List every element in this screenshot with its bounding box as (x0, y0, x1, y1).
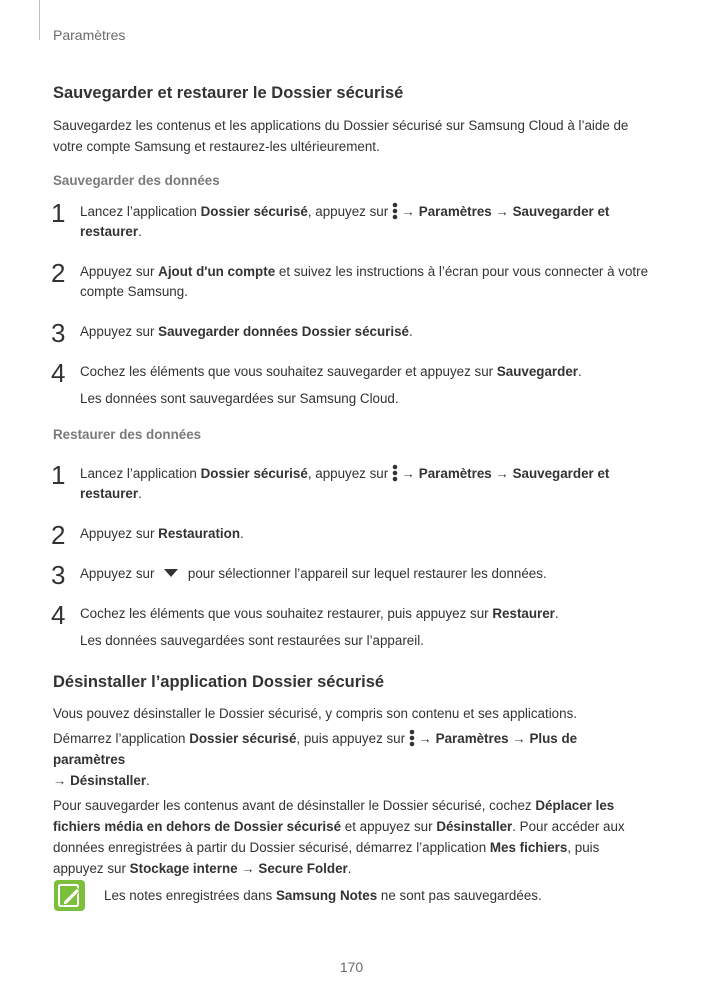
page-header: Paramètres (53, 27, 126, 43)
step-text: Lancez l’application (80, 466, 201, 481)
para-text: , puis appuyez sur (53, 840, 600, 876)
step-bold: Restauration (158, 526, 241, 541)
page-number: 170 (339, 959, 364, 975)
para-text: Pour sauvegarder les contenus avant de désinstaller le Dossier sécurisé, cochez (53, 798, 536, 813)
step-bold: Sauvegarder et restaurer (80, 204, 610, 239)
step-text: Appuyez sur (80, 324, 159, 339)
para-bold: Stockage interne (129, 861, 238, 876)
para-text: , puis appuyez sur (296, 731, 409, 746)
step-bold: Dossier sécurisé (200, 466, 308, 481)
step-text: , appuyez sur (307, 466, 392, 481)
step-text: . (554, 606, 559, 621)
step-text: . (240, 526, 244, 541)
restore-step-3 (51, 560, 653, 590)
section-title-backup-restore: Sauvegarder et restaurer le Dossier sécurisé (53, 84, 404, 102)
para-bold: Désinstaller (436, 819, 513, 834)
backup-step-2 (51, 258, 653, 302)
step-number: 3 (51, 318, 66, 348)
uninstall-paragraph-1: Vous pouvez désinstaller le Dossier sécurisé, y compris son contenu et ses applications. (53, 706, 577, 721)
step-bold: Sauvegarder et restaurer (80, 466, 610, 501)
subsection-title-backup: Sauvegarder des données (53, 173, 220, 188)
para-text: → (53, 773, 71, 788)
para-text: . (347, 861, 352, 876)
step-detail: Les données sont sauvegardées sur Samsung Cloud. (80, 391, 399, 406)
section-title-uninstall: Désinstaller l’application Dossier sécurisé (53, 673, 385, 691)
para-text: → (414, 731, 436, 746)
step-text: → (397, 204, 419, 219)
note-pencil-icon (53, 879, 86, 912)
para-text: → (237, 861, 259, 876)
step-text: Cochez les éléments que vous souhaitez restaurer, puis appuyez sur (80, 606, 493, 621)
step-number: 1 (51, 460, 66, 490)
para-bold: Secure Folder (258, 861, 348, 876)
uninstall-paragraph-3 (53, 795, 653, 879)
para-bold: Paramètres (435, 731, 509, 746)
para-text: Démarrez l’application (53, 731, 190, 746)
step-text: Appuyez sur (80, 526, 159, 541)
para-text: et appuyez sur (341, 819, 437, 834)
step-text: Lancez l’application (80, 204, 201, 219)
para-text: → (508, 731, 530, 746)
para-bold: Déplacer les fichiers média en dehors de Dossier sécurisé (53, 798, 615, 834)
restore-step-4 (51, 600, 653, 651)
para-bold: Plus de paramètres (53, 731, 578, 767)
note-text-part: ne sont pas sauvegardées. (377, 888, 542, 903)
step-text: pour sélectionner l’appareil sur lequel restaurer les données. (184, 566, 547, 581)
backup-step-3 (51, 318, 653, 348)
restore-step-1 (51, 460, 653, 504)
step-text: , appuyez sur (307, 204, 392, 219)
step-bold: Dossier sécurisé (200, 204, 308, 219)
header-rule (39, 0, 40, 40)
backup-step-1 (51, 198, 653, 242)
note-bold: Samsung Notes (275, 888, 378, 903)
backup-step-4 (51, 358, 653, 409)
step-number: 3 (51, 560, 66, 590)
step-text: → (397, 466, 419, 481)
step-bold: Restaurer (492, 606, 555, 621)
step-text: → (491, 204, 513, 219)
step-bold: Paramètres (418, 466, 492, 481)
para-text: . (146, 773, 150, 788)
step-number: 1 (51, 198, 66, 228)
step-bold: Ajout d'un compte (158, 264, 276, 279)
para-text: . Pour accéder aux données enregistrées à partir du Dossier sécurisé, démarrez l’application (53, 819, 625, 855)
step-text: et suivez les instructions à l’écran pour vous connecter à votre compte Samsung. (80, 264, 649, 299)
step-text: Appuyez sur (80, 264, 159, 279)
step-bold: Sauvegarder (496, 364, 578, 379)
step-text: . (577, 364, 582, 379)
para-bold: Désinstaller (70, 773, 147, 788)
restore-step-2 (51, 520, 653, 550)
step-bold: Sauvegarder données Dossier sécurisé (158, 324, 409, 339)
step-number: 4 (51, 358, 66, 388)
intro-paragraph: Sauvegardez les contenus et les applications du Dossier sécurisé sur Samsung Cloud à l’aide de votre compte Samsung et restaurez-les ultérieurement. (53, 118, 629, 154)
step-text: → (491, 466, 513, 481)
para-bold: Dossier sécurisé (189, 731, 297, 746)
step-number: 2 (51, 520, 66, 550)
step-bold: Paramètres (418, 204, 492, 219)
step-text: Cochez les éléments que vous souhaitez sauvegarder et appuyez sur (80, 364, 497, 379)
step-text: Appuyez sur (80, 566, 159, 581)
step-text: . (138, 486, 142, 501)
main-content (53, 80, 653, 879)
step-number: 2 (51, 258, 66, 288)
note-text-part: Les notes enregistrées dans (104, 888, 276, 903)
dropdown-arrow-icon (162, 567, 180, 579)
note-box (53, 877, 653, 915)
subsection-title-restore: Restaurer des données (53, 427, 202, 442)
step-detail: Les données sauvegardées sont restaurées sur l’appareil. (80, 633, 424, 648)
step-text: . (408, 324, 413, 339)
note-text (104, 886, 542, 906)
para-bold: Mes fichiers (489, 840, 568, 855)
step-number: 4 (51, 600, 66, 630)
step-text: . (138, 224, 142, 239)
uninstall-paragraph-2 (53, 728, 653, 791)
